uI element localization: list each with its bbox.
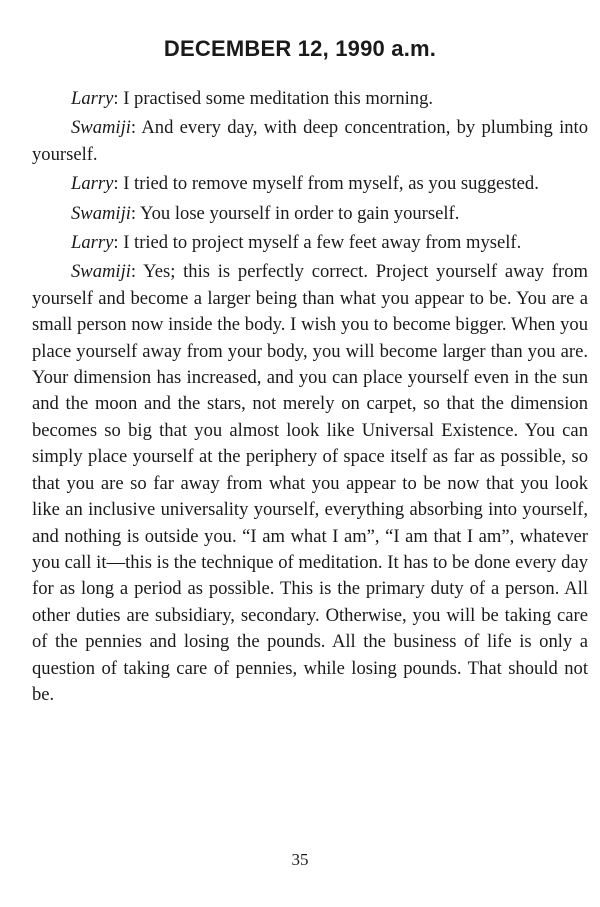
dialogue-text bbox=[32, 86, 588, 711]
speech-text: : And every day, with deep concentration, by plumbing into yourself. bbox=[32, 117, 588, 165]
dialogue-paragraph bbox=[32, 201, 588, 227]
speech-text: : I tried to remove myself from myself, as you suggested. bbox=[113, 173, 539, 195]
dialogue-paragraph bbox=[32, 115, 588, 168]
speaker-name: Larry bbox=[71, 173, 114, 195]
dialogue-paragraph bbox=[32, 259, 588, 708]
speaker-name: Larry bbox=[71, 232, 114, 254]
speech-text: : I practised some meditation this morning. bbox=[113, 88, 434, 109]
speech-text: : You lose yourself in order to gain yourself. bbox=[130, 202, 460, 224]
speaker-name: Swamiji bbox=[71, 117, 131, 139]
dialogue-paragraph bbox=[32, 230, 588, 256]
dialogue-paragraph bbox=[32, 171, 588, 197]
speaker-name: Larry bbox=[71, 88, 114, 109]
speech-text: : I tried to project myself a few feet away from myself. bbox=[113, 232, 522, 254]
page-number: 35 bbox=[291, 850, 309, 869]
speech-text: : Yes; this is perfectly correct. Project yourself away from yourself and become a larger being than what you appear to be. You are a small person now inside the body. I wish you to become bigger. When you place yourself away from your body, you will become larger than you are. Your dimension has increased, and you can place yourself even in the sun and the moon and the stars, not merely on carpet, so that the dimension becomes so big that you almost look like Universal Existence. You can simply place yourself at the periphery of space itself as far as possible, so that you are so far away from what you appear to be now that you look like an inclusive universality yourself, everything absorbing into yourself, and nothing is outside you. “I am what I am”, “I am that I am”, whatever you call it—this is the technique of meditation. It has to be done every day for as long a period as possible. This is the primary duty of a person. All other duties are subsidiary, secondary. Otherwise, you will be taking care of the pennies and losing the pounds. All the business of life is only a question of taking care of pennies, while losing pounds. That should not be. bbox=[32, 261, 588, 705]
dialogue-paragraph bbox=[32, 86, 588, 112]
speaker-name: Swamiji bbox=[71, 202, 131, 224]
speaker-name: Swamiji bbox=[71, 261, 131, 283]
page-title: DECEMBER 12, 1990 a.m. bbox=[163, 36, 437, 61]
